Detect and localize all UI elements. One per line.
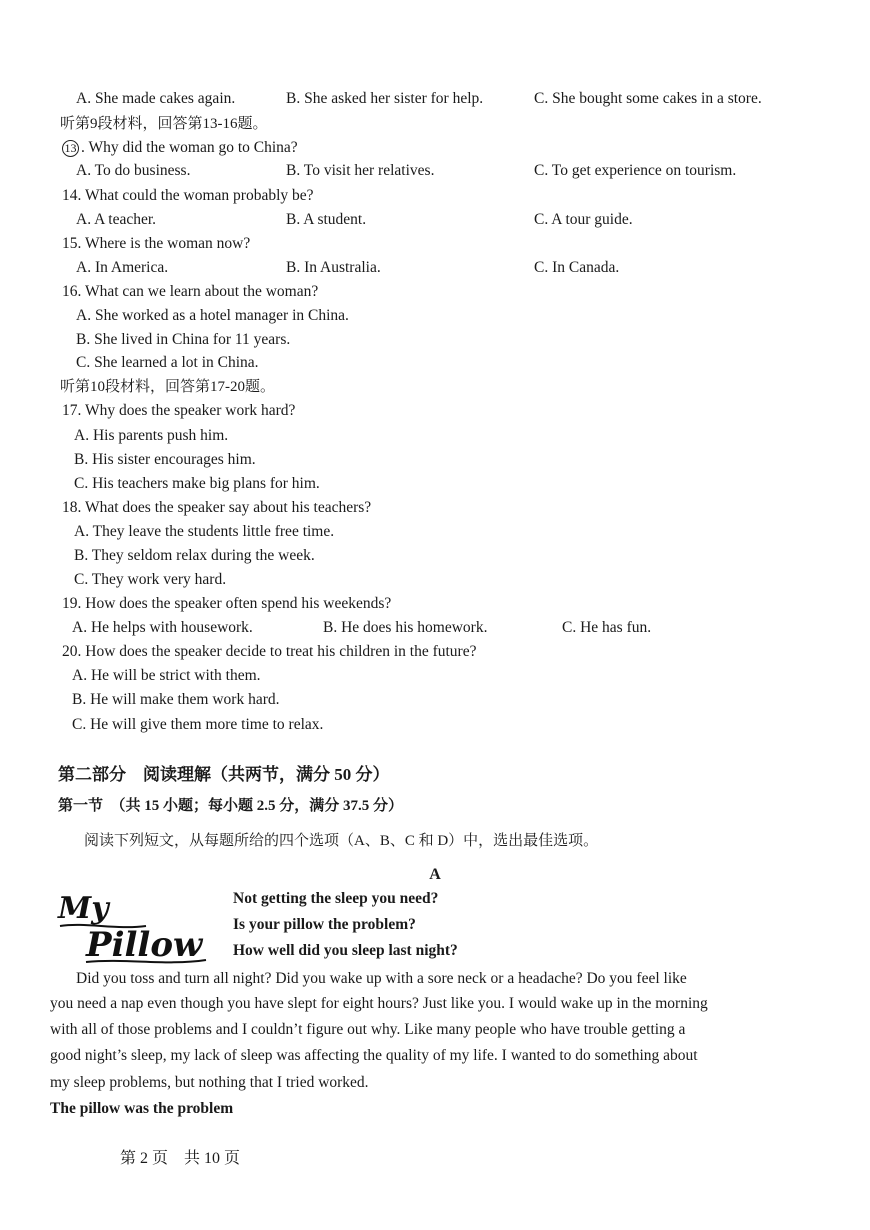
- q13-text: . Why did the woman go to China?: [81, 139, 298, 156]
- q12-option-c: C. She bought some cakes in a store.: [534, 90, 762, 107]
- logo-text-my: My: [58, 891, 109, 926]
- q20-option-b: B. He will make them work hard.: [72, 691, 280, 708]
- q13-circled-number: 13: [62, 140, 79, 157]
- page-footer: 第 2 页 共 10 页: [120, 1150, 241, 1167]
- q13-question: [62, 138, 298, 158]
- q14-question: 14. What could the woman probably be?: [62, 187, 314, 204]
- q17-question: 17. Why does the speaker work hard?: [62, 402, 296, 419]
- reading-instruction: 阅读下列短文，从每题所给的四个选项（A、B、C 和 D）中，选出最佳选项。: [84, 833, 599, 849]
- q14-option-a: A. A teacher.: [76, 211, 157, 228]
- q17-option-b: B. His sister encourages him.: [74, 451, 256, 468]
- q16-option-b: B. She lived in China for 11 years.: [76, 331, 291, 348]
- q19-option-a: A. He helps with housework.: [72, 619, 253, 636]
- q17-option-c: C. His teachers make big plans for him.: [74, 475, 320, 492]
- q20-question: 20. How does the speaker decide to treat his children in the future?: [62, 643, 477, 660]
- q12-option-a: A. She made cakes again.: [76, 90, 236, 107]
- headline-1: Not getting the sleep you need?: [233, 890, 439, 907]
- q20-option-a: A. He will be strict with them.: [72, 667, 261, 684]
- passage-line-1: Did you toss and turn all night? Did you wake up with a sore neck or a headache? Do you feel like: [76, 970, 687, 987]
- q15-option-a: A. In America.: [76, 259, 169, 276]
- headline-2: Is your pillow the problem?: [233, 916, 416, 933]
- logo-text-pillow: Pillow: [86, 925, 203, 965]
- q13-option-a: A. To do business.: [76, 162, 191, 179]
- q12-option-b: B. She asked her sister for help.: [286, 90, 484, 107]
- q18-question: 18. What does the speaker say about his teachers?: [62, 499, 372, 516]
- passage-line-2: you need a nap even though you have slept for eight hours? Just like you. I would wake up in the morning: [50, 995, 708, 1012]
- section-9-instruction: 听第9段材料，回答第13-16题。: [60, 116, 268, 132]
- my-pillow-logo: [56, 886, 216, 968]
- q14-option-c: C. A tour guide.: [534, 211, 633, 228]
- q16-question: 16. What can we learn about the woman?: [62, 283, 319, 300]
- q14-option-b: B. A student.: [286, 211, 367, 228]
- q19-option-c: C. He has fun.: [562, 619, 652, 636]
- q18-option-c: C. They work very hard.: [74, 571, 227, 588]
- q15-option-b: B. In Australia.: [286, 259, 381, 276]
- q17-option-a: A. His parents push him.: [74, 427, 229, 444]
- q18-option-b: B. They seldom relax during the week.: [74, 547, 315, 564]
- passage-label: A: [429, 866, 441, 883]
- passage-line-4: good night’s sleep, my lack of sleep was affecting the quality of my life. I wanted to do something about: [50, 1047, 698, 1064]
- q13-option-b: B. To visit her relatives.: [286, 162, 435, 179]
- section-one-subtitle: 第一节 （共 15 小题；每小题 2.5 分，满分 37.5 分）: [58, 798, 404, 814]
- passage-subheading: The pillow was the problem: [50, 1100, 234, 1117]
- part-two-title: 第二部分 阅读理解（共两节，满分 50 分）: [58, 765, 390, 784]
- q16-option-c: C. She learned a lot in China.: [76, 354, 259, 371]
- q19-question: 19. How does the speaker often spend his weekends?: [62, 595, 392, 612]
- q19-option-b: B. He does his homework.: [323, 619, 488, 636]
- q16-option-a: A. She worked as a hotel manager in China.: [76, 307, 349, 324]
- q15-question: 15. Where is the woman now?: [62, 235, 251, 252]
- section-10-instruction: 听第10段材料，回答第17-20题。: [60, 379, 275, 395]
- headline-3: How well did you sleep last night?: [233, 942, 458, 959]
- q18-option-a: A. They leave the students little free time.: [74, 523, 335, 540]
- q13-option-c: C. To get experience on tourism.: [534, 162, 737, 179]
- q15-option-c: C. In Canada.: [534, 259, 620, 276]
- passage-line-5: my sleep problems, but nothing that I tried worked.: [50, 1074, 369, 1091]
- passage-line-3: with all of those problems and I couldn’t figure out why. Like many people who have trouble getting a: [50, 1021, 686, 1038]
- q20-option-c: C. He will give them more time to relax.: [72, 716, 324, 733]
